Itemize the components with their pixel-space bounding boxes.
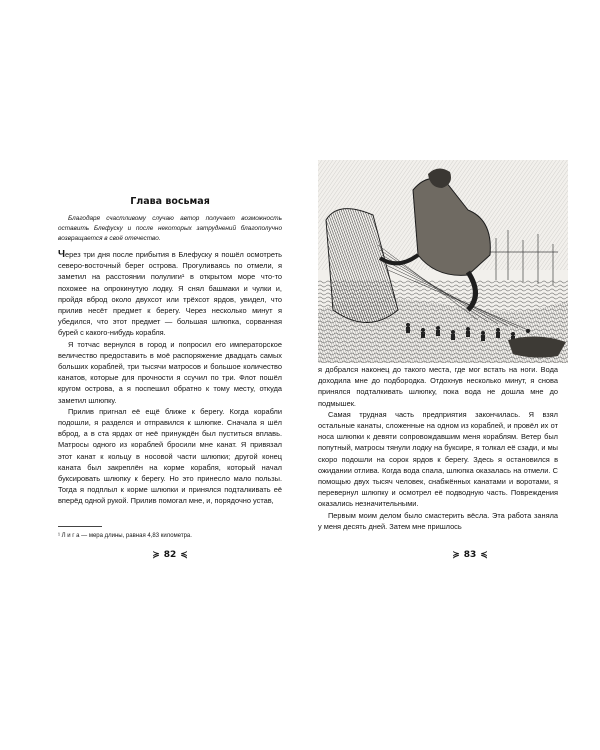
folio-ornament-left-icon: ≽ <box>152 550 160 560</box>
page-number-right: 83 <box>463 550 477 560</box>
paragraph-5: Самая трудная часть предприятия закончилась. Я взял остальные канаты, сложенные на одном из кораблей, и провёл их от носа шлюпки к девяти сопровождавшим меня кораблям. Ветер был попутный, матросы тянули лодку на буксире, я толкал её сзади, и мы скоро подошли на сорок ярдов к берегу. Здесь я остановился в ожидании отлива. Когда вода спала, шлюпка оказалась на отмели. С помощью двух тысяч человек, снабжённых канатами и воротами, я перевернул шлюпку и осмотрел её подводную часть. Повреждения оказались незначительными. <box>318 409 558 509</box>
paragraph-6: Первым моим делом было смастерить вёсла. Эта работа заняла у меня десять дней. Затем мне пришлось <box>318 510 558 531</box>
page-number-83 <box>440 548 500 562</box>
footnote: ¹ Л и г а — мера длины, равная 4,83 километра. <box>58 533 192 539</box>
page-number: 82 <box>163 550 177 560</box>
folio-ornament-right-icon: ≼ <box>180 550 188 560</box>
paragraph-1 <box>58 249 282 339</box>
chapter-synopsis: Благодаря счастливому случаю автор получает возможность оставить Блефуску и после некоторых затруднений благополучно возвращается в своё отечество. <box>58 215 282 242</box>
right-page <box>300 0 600 750</box>
paragraph-2: Я тотчас вернулся в город и попросил его императорское величество предоставить в моё распоряжение двадцать самых больших кораблей, три тысячи матросов и большое количество канатов, которые для прочности я ссучил по три. Флот пошёл кругом острова, а я поспешил обратно к тому месту, откуда заметил шлюпку. <box>58 339 282 405</box>
drop-cap: Ч <box>58 249 66 260</box>
paragraph-4: я добрался наконец до такого места, где мог встать на ноги. Вода доходила мне до подбородка. Отдохнув несколько минут, я снова принялся подталкивать шлюпку, пока вода не дошла мне до подмышек. <box>318 365 558 408</box>
engraving-svg <box>318 160 568 363</box>
folio-ornament-left-icon-2: ≽ <box>452 550 460 560</box>
right-text-column <box>318 364 558 532</box>
paragraph-3: Прилив пригнал её ещё ближе к берегу. Когда корабли подошли, я разделся и отправился к шлюпке. Сначала я шёл вброд, а в ста ярдах от неё принуждён был пуститься вплавь. Матросы одного из кораблей бросили мне канат. Я привязал этот канат к кольцу в носовой части шлюпки; другой конец каната был закреплён на корме корабля, который начал буксировать шлюпку к берегу. Но это принесло мало пользы. Тогда я подплыл к корме шлюпки и принялся подталкивать её вперёд одной рукой. Прилив помогал мне, и, порядочно устав, <box>58 406 282 506</box>
page-number-82 <box>140 548 200 562</box>
folio-ornament-right-icon-2: ≼ <box>480 550 488 560</box>
paragraph-1-text: ерез три дня после прибытия в Блефуску я пошёл осмотреть северо-восточный берег острова. Прогуливаясь по отмели, я заметил на расстоянии полулиги¹ в открытом море что-то похожее на опрокинутую лодку. Я снял башмаки и чулки и, пройдя вброд около двухсот или трёхсот ярдов, увидел, что прилив несёт предмет к берегу. Через несколько минут я убедился, что этот предмет — большая шлюпка, сорванная бурей с какого-нибудь корабля. <box>58 250 282 338</box>
left-text-column <box>58 196 282 507</box>
chapter-title: Глава восьмая <box>130 196 210 207</box>
footnote-rule <box>58 526 102 527</box>
engraving-illustration <box>318 160 568 363</box>
